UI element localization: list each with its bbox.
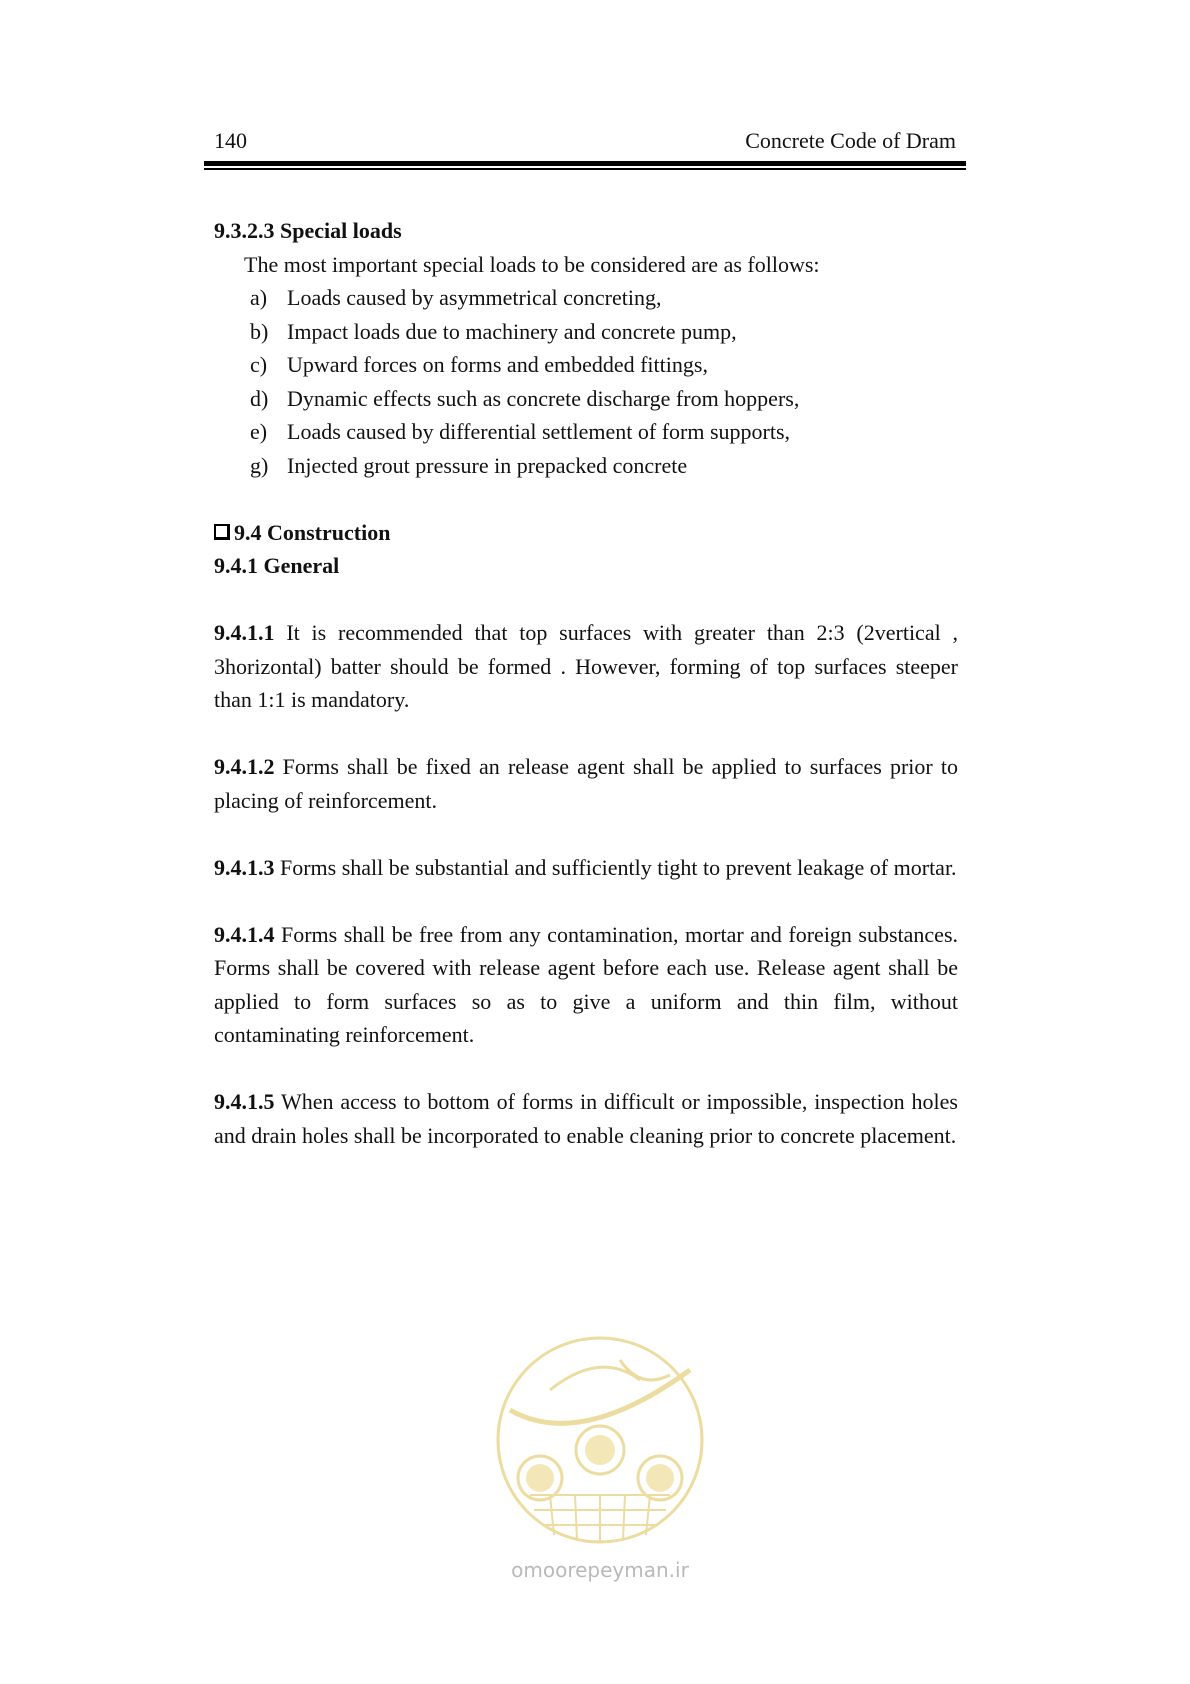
list-item (214, 281, 958, 315)
section-heading-construction-text: 9.4 Construction (234, 519, 391, 545)
list-item-text: Injected grout pressure in prepacked concrete (287, 452, 688, 478)
list-item-text: Loads caused by differential settlement of form supports, (287, 419, 791, 444)
clause-paragraph (214, 616, 958, 717)
list-item (214, 449, 958, 483)
spacer (214, 482, 958, 516)
page-content (214, 214, 958, 1152)
clause-text: Forms shall be free from any contamination, mortar and foreign substances. Forms shall be covered with release agent before each use. Release agent shall be applied to form surfaces so as to give a uniform and thin film, without contaminating reinforcement. (214, 921, 959, 1047)
list-item (214, 348, 958, 382)
clause-number: 9.4.1.3 (214, 854, 275, 880)
spacer (214, 884, 958, 918)
clause-paragraph (214, 750, 958, 817)
list-marker: c) (250, 352, 268, 377)
list-marker: e) (250, 419, 268, 444)
list-item (214, 315, 958, 349)
list-item-text: Impact loads due to machinery and concrete pump, (287, 318, 737, 344)
watermark (490, 1330, 710, 1590)
list-marker: g) (250, 452, 269, 478)
header-rule-thick (204, 161, 966, 166)
watermark-text: omoorepeyman.ir (511, 1558, 689, 1582)
page-number: 140 (214, 128, 247, 153)
clause-paragraph (214, 851, 958, 885)
special-loads-intro: The most important special loads to be considered are as follows: (244, 251, 820, 277)
clause-text: Forms shall be substantial and sufficiently tight to prevent leakage of mortar. (280, 854, 957, 880)
list-item-text: Dynamic effects such as concrete discharge from hoppers, (287, 385, 800, 411)
running-title: Concrete Code of Dram (745, 128, 956, 153)
header-rule-thin (204, 168, 966, 170)
clause-number: 9.4.1.5 (214, 1089, 275, 1114)
list-item (214, 382, 958, 416)
clause-text: Forms shall be fixed an release agent shall be applied to surfaces prior to placing of reinforcement. (214, 754, 958, 813)
checkbox-square-icon (214, 524, 230, 540)
section-heading-special-loads: 9.3.2.3 Special loads (214, 218, 402, 243)
clause-number: 9.4.1.1 (214, 620, 275, 645)
clause-paragraph (214, 918, 958, 1052)
clause-text: It is recommended that top surfaces with greater than 2:3 (2vertical , 3horizontal) batter should be formed . However, forming of top surfaces steeper than 1:1 is mandatory. (214, 620, 958, 712)
clause-number: 9.4.1.2 (214, 754, 275, 779)
special-loads-list (214, 281, 958, 482)
spacer (214, 717, 958, 751)
list-item (214, 415, 958, 449)
spacer (214, 583, 958, 617)
spacer (214, 817, 958, 851)
clause-paragraph (214, 1085, 958, 1152)
section-heading-construction (214, 516, 958, 550)
list-marker: b) (250, 318, 269, 344)
list-item-text: Loads caused by asymmetrical concreting, (287, 285, 662, 310)
list-marker: a) (250, 285, 268, 310)
clause-text: When access to bottom of forms in difficult or impossible, inspection holes and drain holes shall be incorporated to enable cleaning prior to concrete placement. (214, 1089, 958, 1148)
list-marker: d) (250, 385, 269, 411)
clause-number: 9.4.1.4 (214, 921, 275, 947)
page-header (214, 128, 966, 164)
watermark-logo-icon (490, 1330, 710, 1550)
list-item-text: Upward forces on forms and embedded fittings, (287, 352, 708, 377)
spacer (214, 1052, 958, 1086)
subsection-heading-general: 9.4.1 General (214, 553, 340, 578)
